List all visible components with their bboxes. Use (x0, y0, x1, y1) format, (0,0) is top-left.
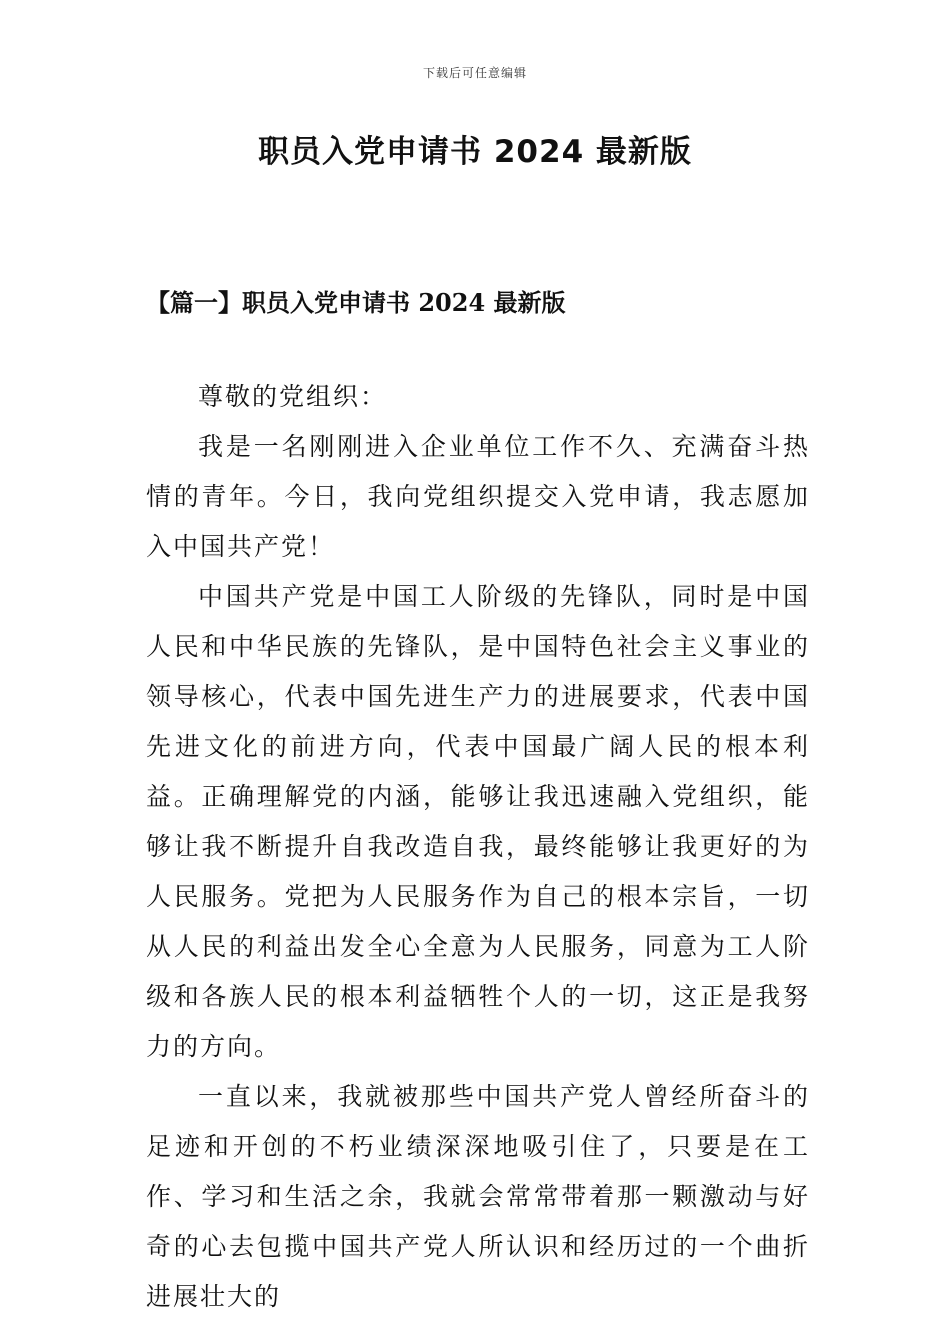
paragraph-2: 中国共产党是中国工人阶级的先锋队，同时是中国人民和中华民族的先锋队，是中国特色社会主义事业的领导核心，代表中国先进生产力的进展要求，代表中国先进文化的前进方向，代表中国最广阔人民的根本利益。正确理解党的内涵，能够让我迅速融入党组织，能够让我不断提升自我改造自我，最终能够让我更好的为人民服务。党把为人民服务作为自己的根本宗旨，一切从人民的利益出发全心全意为人民服务，同意为工人阶级和各族人民的根本利益牺牲个人的一切，这正是我努力的方向。 (146, 582, 810, 1061)
paragraph-3: 一直以来，我就被那些中国共产党人曾经所奋斗的足迹和开创的不朽业绩深深地吸引住了，只要是在工作、学习和生活之余，我就会常常带着那一颗激动与好奇的心去包揽中国共产党人所认识和经历过的一个曲折进展壮大的 (146, 1082, 810, 1311)
document-title: 职员入党申请书 2024 最新版 (258, 134, 692, 170)
paragraph-1: 我是一名刚刚进入企业单位工作不久、充满奋斗热情的青年。今日，我向党组织提交入党申请，我志愿加入中国共产党！ (146, 432, 810, 561)
section-heading: 【篇一】职员入党申请书 2024 最新版 (146, 288, 566, 317)
header-note: 下载后可任意编辑 (422, 66, 527, 80)
salutation: 尊敬的党组织： (198, 382, 388, 411)
document-body (146, 372, 810, 1322)
